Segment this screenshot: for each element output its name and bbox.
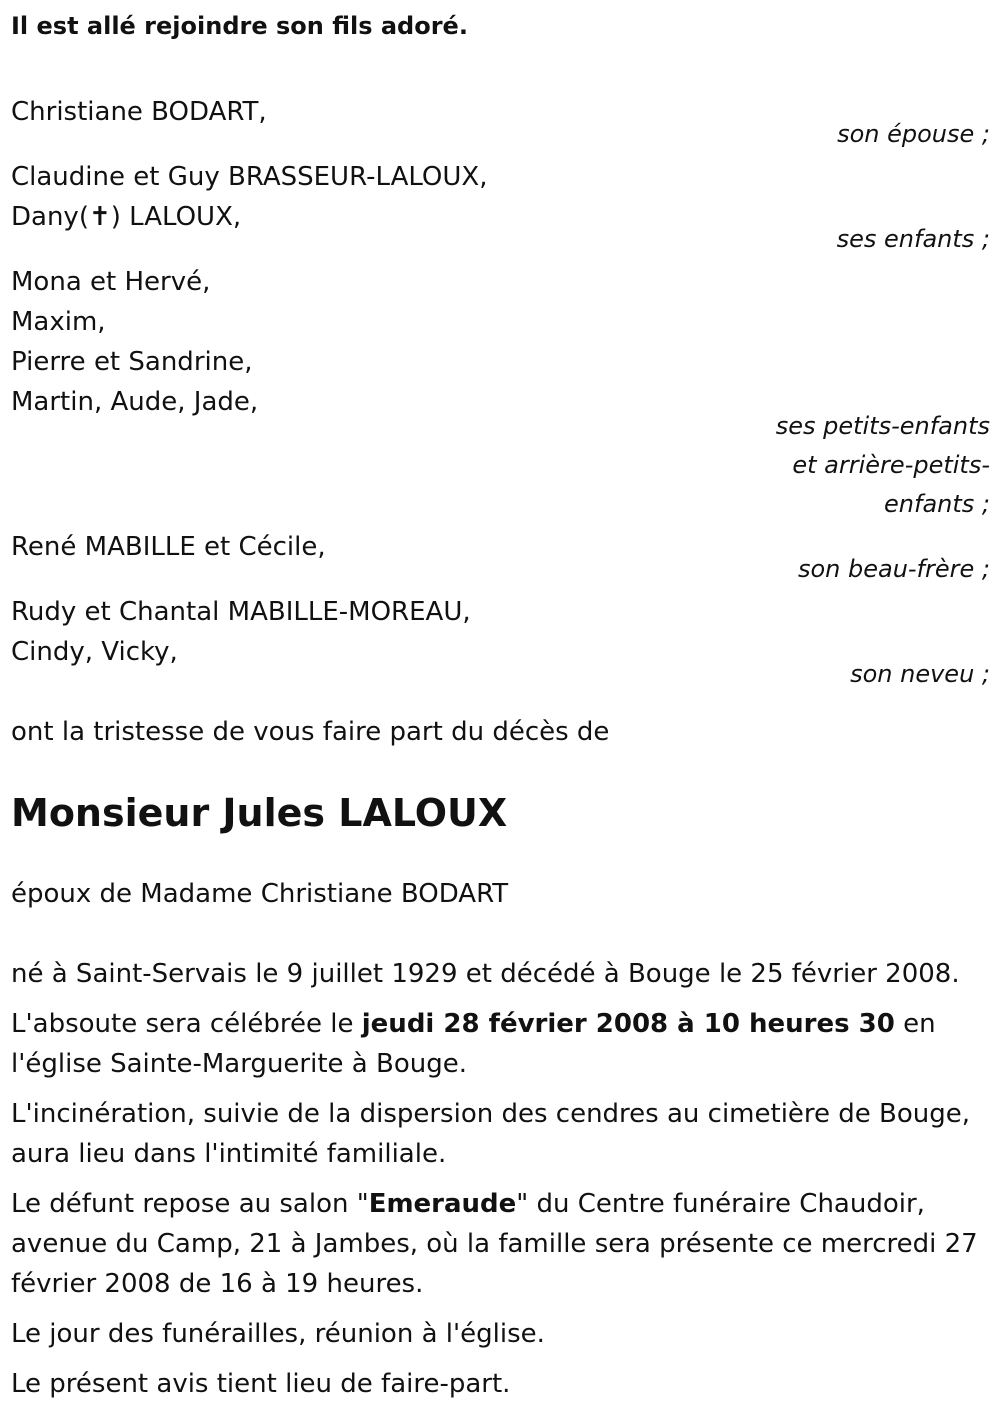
relation-line: enfants ; [884,490,990,518]
family-name-line: Pierre et Sandrine, [11,347,253,377]
relation-line: ses enfants ; [836,225,990,253]
family-name-line: Rudy et Chantal MABILLE-MOREAU, [11,597,471,627]
incineration-paragraph: L'incinération, suivie de la dispersion des cendres au cimetière de Bouge, aura lieu dans l'intimité familiale. [11,1099,971,1169]
relation-line: ses petits-enfants [775,412,990,440]
absoute-paragraph [11,1004,990,1084]
relation-line: son beau-frère ; [797,555,990,583]
spouse-line: époux de Madame Christiane BODART [11,879,509,909]
absoute-date: jeudi 28 février 2008 à 10 heures 30 [361,1009,895,1039]
family-name-line: Martin, Aude, Jade, [11,387,259,417]
reunion-paragraph: Le jour des funérailles, réunion à l'église. [11,1319,545,1349]
absoute-location: en l'église Sainte-Marguerite à Bouge. [11,1009,936,1079]
family-names [11,262,990,422]
relation-line: son épouse ; [837,120,990,148]
family-group-brother-in-law [11,527,990,589]
family-name-line: Claudine et Guy BRASSEUR-LALOUX, [11,162,488,192]
salon-details: " du Centre funéraire Chaudoir, avenue du Camp, 21 à Jambes, où la famille sera présente ce mercredi 27 février 2008 de 16 à 19 heures. [11,1189,978,1299]
relation-line: et arrière-petits- [792,451,990,479]
relation-label [11,407,990,524]
family-name-line: Mona et Hervé, [11,267,211,297]
family-group-nephew [11,592,990,694]
relation-line: son neveu ; [850,660,990,688]
family-name-line: Dany(✝) LALOUX, [11,202,242,232]
faire-part-paragraph: Le présent avis tient lieu de faire-part. [11,1369,511,1399]
family-name-line: Maxim, [11,307,106,337]
salon-name: Emeraude [368,1189,517,1219]
family-name-line: René MABILLE et Cécile, [11,532,326,562]
salon-paragraph [11,1184,990,1304]
absoute-text: L'absoute sera célébrée le [11,1009,362,1039]
deceased-name: Monsieur Jules LALOUX [11,791,508,835]
announcement-intro: ont la tristesse de vous faire part du décès de [11,717,610,747]
salon-text: Le défunt repose au salon " [11,1189,369,1219]
family-group-grandchildren [11,262,990,524]
family-name-line: Cindy, Vicky, [11,637,178,667]
family-group-children [11,157,990,259]
family-name-line: Christiane BODART, [11,97,267,127]
birth-death-line: né à Saint-Servais le 9 juillet 1929 et décédé à Bouge le 25 février 2008. [11,959,960,989]
headline: Il est allé rejoindre son fils adoré. [11,12,468,40]
family-group-spouse [11,92,990,154]
